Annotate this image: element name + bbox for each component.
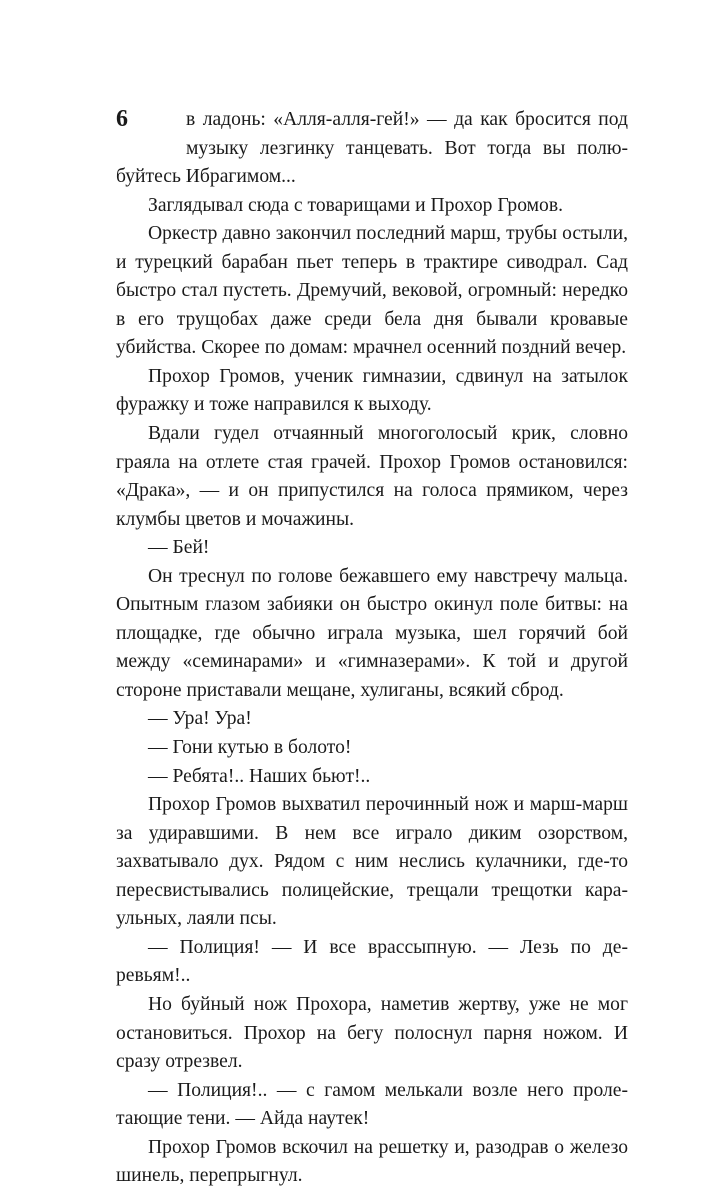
dialogue-line: — Гони кутью в болото! — [148, 737, 352, 759]
paragraph: Прохор Громов выхватил перочинный нож и марш-марш за удиравшими. В нем все играло диким озорством, захватывало дух. Рядом с ним неслись кулачники, где-то пересвистывались полицейские, трещали трещотки караульных, лаяли псы. — [116, 794, 628, 930]
paragraph: Он треснул по голове бежавшего ему навстречу мальца. Опытным глазом забияки он быстро окинул поле битвы: на площадке, где обычно играла музыка, шел горячий бой между «семинарами» и «гимназерами». К той и другой стороне приставали мещане, хулиганы, всякий сброд. — [116, 565, 628, 701]
paragraph: Заглядывал сюда с товарищами и Прохор Громов. — [148, 194, 563, 216]
paragraph: Прохор Громов, ученик гимназии, сдвинул на затылок фуражку и тоже направился к выходу. — [116, 365, 628, 416]
dialogue-line: — Ура! Ура! — [148, 708, 252, 730]
paragraph: Оркестр давно закончил последний марш, трубы остыли, и турецкий барабан пьет теперь в трактире сиводрал. Сад быстро стал пустеть. Дремучий, вековой, огромный: нередко в его трущобах даже среди бела дня бывали кровавые убийства. Скорее по домам: мрачнел осенний поздний вечер. — [116, 223, 628, 359]
dialogue-line: — Ребята!.. Наших бьют!.. — [148, 765, 371, 787]
paragraph: Но буйный нож Прохора, наметив жертву, уже не мог остановиться. Прохор на бегу полоснул парня ножом. И сразу отрезвел. — [116, 993, 628, 1073]
dialogue-line: — Полиция! — И все врассыпную. — Лезь по деревьям!.. — [116, 936, 628, 987]
paragraph: Вдали гудел отчаянный многоголосый крик, словно граяла на отлете стая грачей. Прохор Громов остановился: «Драка», — и он припустился на голоса прямиком, через клумбы цветов и мочажины. — [116, 423, 628, 530]
page-number-spacer — [116, 106, 186, 162]
dialogue-line: — Полиция!.. — с гамом мелькали возле него пролетающие тени. — Айда наутек! — [116, 1079, 628, 1130]
body-text — [116, 106, 628, 1191]
paragraph: Прохор Громов вскочил на решетку и, разодрав о железо шинель, перепрыгнул. — [116, 1136, 628, 1187]
page-number: 6 — [116, 106, 128, 132]
paragraph: в ладонь: «Алля-алля-гей!» — да как бросится под музыку лезгинку танцевать. Вот тогда вы полюбуйтесь Ибрагимом... — [116, 109, 628, 188]
dialogue-line: — Бей! — [148, 537, 210, 559]
